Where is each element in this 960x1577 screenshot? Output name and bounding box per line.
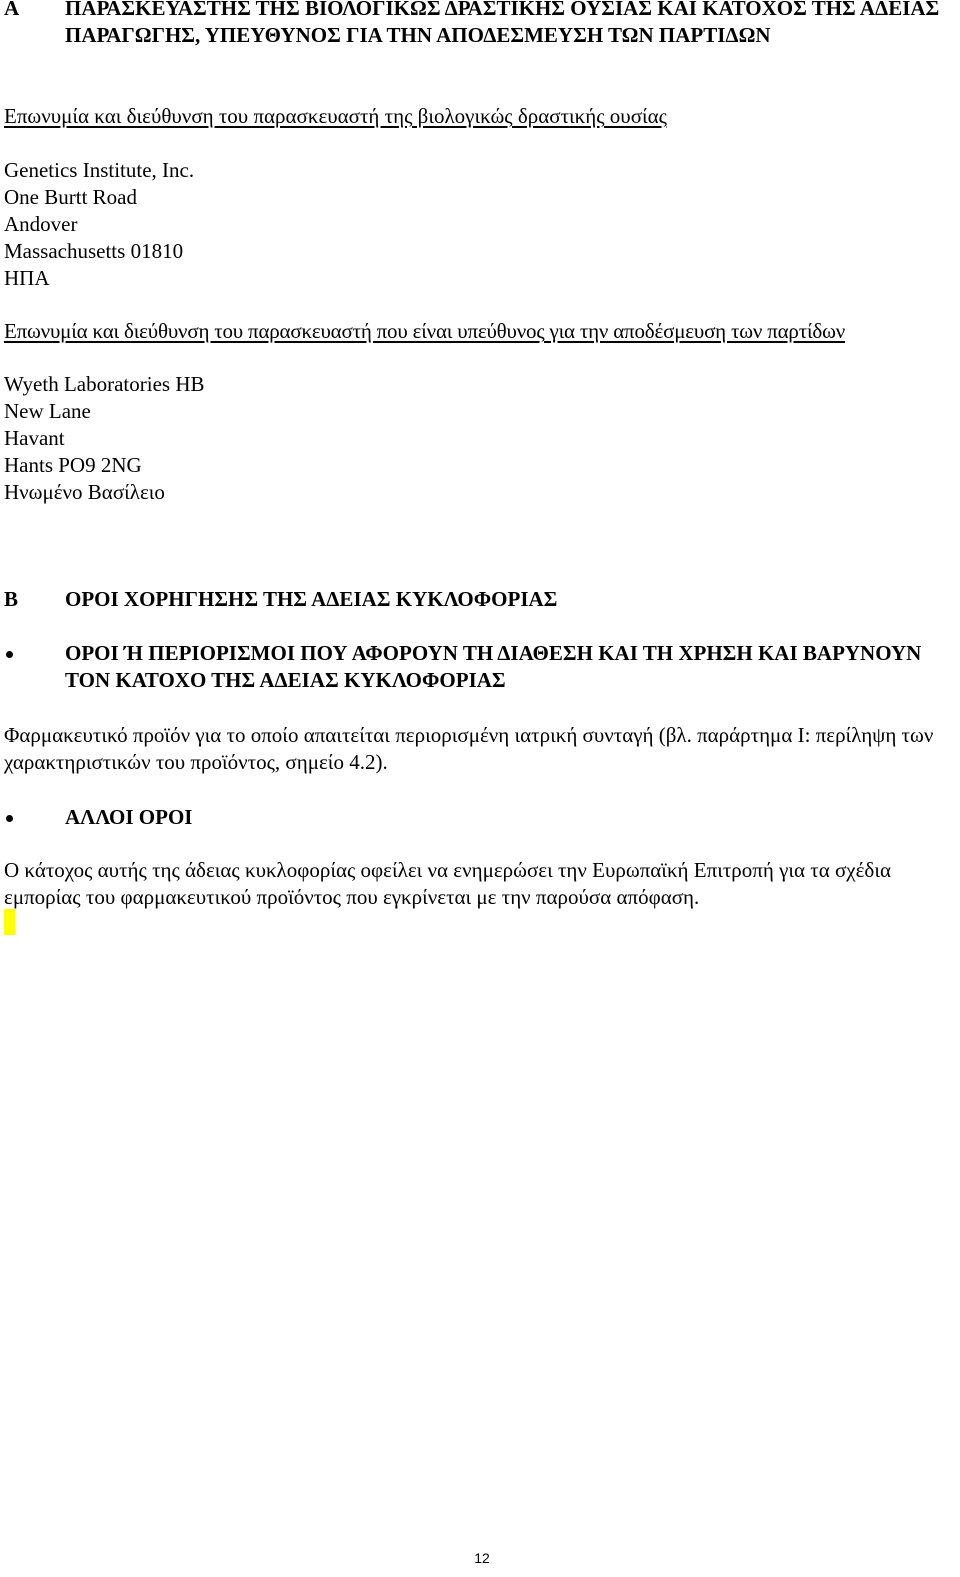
other-conditions-heading: [4, 804, 954, 831]
bullet-icon: [6, 651, 13, 658]
address-line: Genetics Institute, Inc.: [4, 158, 195, 182]
batch-release-address: [4, 371, 956, 506]
section-a-letter: A: [4, 0, 20, 20]
address-line: One Burtt Road: [4, 185, 137, 209]
other-conditions-heading-text: ΑΛΛΟΙ ΟΡΟΙ: [65, 805, 193, 829]
section-a-title: ΠΑΡΑΣΚΕΥΑΣΤΗΣ ΤΗΣ ΒΙΟΛΟΓΙΚΩΣ ΔΡΑΣΤΙΚΗΣ ΟΥΣΙΑΣ ΚΑΙ ΚΑΤΟΧΟΣ ΤΗΣ ΑΔΕΙΑΣ ΠΑΡΑΓΩΓΗΣ, ΥΠΕΥΘΥΝΟΣ ΓΙΑ ΤΗΝ ΑΠΟΔΕΣΜΕΥΣΗ ΤΩΝ ΠΑΡΤΙΔΩΝ: [65, 0, 940, 47]
address-line: Massachusetts 01810: [4, 239, 184, 263]
address-line: Wyeth Laboratories HB: [4, 372, 205, 396]
batch-release-label: Επωνυμία και διεύθυνση του παρασκευαστή που είναι υπεύθυνος για την αποδέσμευση των παρτίδων: [4, 319, 846, 343]
address-line: Ηνωμένο Βασίλειο: [4, 480, 165, 504]
conditions-heading-text: ΟΡΟΙ Ή ΠΕΡΙΟΡΙΣΜΟΙ ΠΟΥ ΑΦΟΡΟΥΝ ΤΗ ΔΙΑΘΕΣΗ ΚΑΙ ΤΗ ΧΡΗΣΗ ΚΑΙ ΒΑΡΥΝΟΥΝ ΤΟΝ ΚΑΤΟΧΟ ΤΗΣ ΑΔΕΙΑΣ ΚΥΚΛΟΦΟΡΙΑΣ: [65, 641, 922, 692]
section-b-letter: B: [4, 587, 19, 611]
address-line: Havant: [4, 426, 65, 450]
other-conditions-text: Ο κάτοχος αυτής της άδειας κυκλοφορίας οφείλει να ενημερώσει την Ευρωπαϊκή Επιτροπή για τα σχέδια εμπορίας του φαρμακευτικού προϊόντος που εγκρίνεται με την παρούσα απόφαση.: [4, 858, 891, 909]
address-line: Hants PO9 2NG: [4, 453, 142, 477]
manufacturer-address: [4, 157, 956, 292]
conditions-heading: [4, 640, 954, 694]
address-line: ΗΠΑ: [4, 266, 50, 290]
manufacturer-label: Επωνυμία και διεύθυνση του παρασκευαστή της βιολογικώς δραστικής ουσίας: [4, 104, 667, 128]
conditions-text: Φαρμακευτικό προϊόν για το οποίο απαιτείται περιορισμένη ιατρική συνταγή (βλ. παράρτημα Ι: περίληψη των χαρακτηριστικών του προϊόντος, σημείο 4.2).: [4, 723, 934, 774]
bullet-icon: [6, 815, 13, 822]
highlight-marker: [4, 909, 15, 935]
address-line: New Lane: [4, 399, 91, 423]
page-number: 12: [474, 1550, 490, 1566]
section-b-title: ΟΡΟΙ ΧΟΡΗΓΗΣΗΣ ΤΗΣ ΑΔΕΙΑΣ ΚΥΚΛΟΦΟΡΙΑΣ: [65, 587, 558, 611]
address-line: Andover: [4, 212, 78, 236]
section-b-heading: [4, 586, 954, 613]
section-a-heading: [4, 0, 954, 76]
